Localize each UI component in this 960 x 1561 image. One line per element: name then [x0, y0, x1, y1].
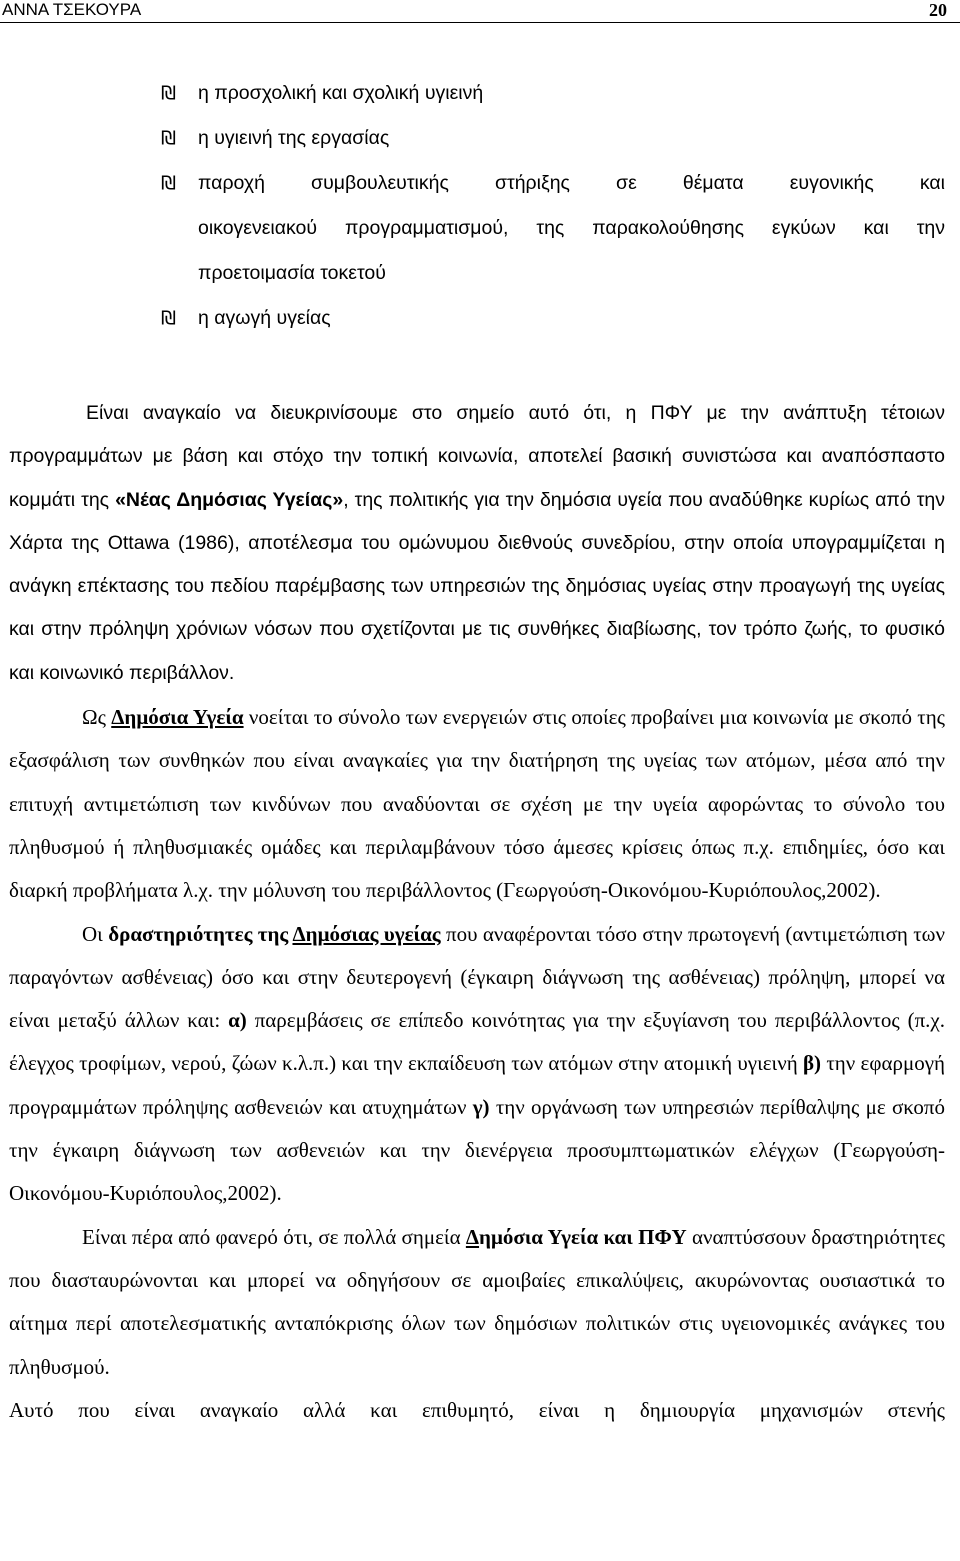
shekel-bullet-icon: ₪: [161, 82, 176, 104]
bold-term: δραστηριότητες της: [108, 921, 293, 946]
bold-term: ημόσια Υγεία και ΠΦΥ: [479, 1224, 687, 1249]
list-item-text: η αγωγή υγείας: [198, 307, 331, 329]
list-item: [161, 116, 945, 161]
list-item-continuation: [161, 206, 945, 251]
page-header: [0, 0, 960, 23]
paragraph-final: Αυτό που είναι αναγκαίο αλλά και επιθυμητό, είναι η δημιουργία μηχανισμών στενής: [9, 1397, 945, 1422]
bold-term: Δ: [465, 1224, 480, 1249]
shekel-bullet-icon: ₪: [161, 307, 176, 329]
bold-term: Δημόσιας υγείας: [292, 921, 441, 946]
list-item-text: οικογενειακού προγραμματισμού, της παρακολούθησης εγκύων και την: [198, 217, 945, 239]
shekel-bullet-icon: ₪: [161, 127, 176, 149]
list-item-text: προετοιμασία τοκετού: [198, 262, 386, 284]
enum-marker: γ): [472, 1094, 490, 1119]
list-item-text: η προσχολική και σχολική υγιεινή: [198, 82, 484, 104]
enum-marker: β): [802, 1051, 822, 1076]
list-item-continuation: [161, 251, 945, 296]
paragraph-pfy: Είναι αναγκαίο να διευκρινίσουμε στο σημείο αυτό ότι, η ΠΦΥ με την ανάπτυξη τέτοιων προγραμμάτων με βάση και στόχο την τοπική κοινωνία, αποτελεί βασική συνιστώσα και αναπόσπαστο κομμάτι της «Νέας Δημόσιας Υγείας», της πολιτικής για την δημόσια υγεία που αναδύθηκε κυρίως από την Χάρτα της Ottawa (1986), αποτέλεσμα του ομώνυμου διεθνούς συνεδρίου, στην οποία υπογραμμίζεται η ανάγκη επέκτασης του πεδίου παρέμβασης των υπηρεσιών της δημόσιας υγείας στην προαγωγή της υγείας και στην πρόληψη χρόνιων νόσων που σχετίζονται με τις συνθήκες διαβίωσης, τον τρόπο ζωής, το φυσικό και κοινωνικό περιβάλλον.: [9, 402, 946, 684]
paragraph-public-health-definition: Ως Δημόσια Υγεία νοείται το σύνολο των ενεργειών στις οποίες προβαίνει μια κοινωνία με σκοπό της εξασφάλιση των συνθηκών που είναι αναγκαίες για την διατήρηση της υγείας των ατόμων, μέσα από την επιτυχή αντιμετώπιση των κινδύνων που αναδύονται σε σχέση με την υγεία αφορώντας το σύνολο του πληθυσμού ή πληθυσμιακές ομάδες και περιλαμβάνουν τόσο άμεσες κρίσεις όπως π.χ. επιδημίες, όσο και διαρκή προβλήματα λ.χ. την μόλυνση του περιβάλλοντος (Γεωργούση-Οικονόμου-Κυριόπουλος,2002).: [9, 705, 945, 903]
bold-term: «Νέας Δημόσιας Υγείας»: [115, 488, 344, 511]
paragraph-activities: Οι δραστηριότητες της Δημόσιας υγείας που αναφέρονται τόσο στην πρωτογενή (αντιμετώπιση των παραγόντων ασθένειας) όσο και στην δευτερογενή (έγκαιρη διάγνωση της ασθένειας) πρόληψη, μπορεί να είναι μεταξύ άλλων και: α) παρεμβάσεις σε επίπεδο κοινότητας για την εξυγίανση του περιβάλλοντος (π.χ. έλεγχος τροφίμων, νερού, ζώων κ.λ.π.) και την εκπαίδευση των ατόμων στην ατομική υγιεινή β) την εφαρμογή προγραμμάτων πρόληψης ασθενειών και ατυχημάτων γ) την οργάνωση των υπηρεσιών περίθαλψης με σκοπό την έγκαιρη διάγνωση των ασθενειών και την διενέργεια προσυμπτωματικών ελέγχων (Γεωργούση-Οικονόμου-Κυριόπουλος,2002).: [9, 921, 946, 1206]
shekel-bullet-icon: ₪: [161, 172, 176, 194]
paragraph-overlap: Είναι πέρα από φανερό ότι, σε πολλά σημεία Δημόσια Υγεία και ΠΦΥ αναπτύσσουν δραστηριότητες που διασταυρώνονται και μπορεί να οδηγήσουν σε αμοιβαίες επικαλύψεις, ακυρώνοντας ουσιαστικά το αίτημα περί αποτελεσματικής ανταπόκρισης όλων των δημόσιων πολιτικών στις υγειονομικές ανάγκες του πληθυσμού.: [9, 1224, 946, 1379]
page-number: 20: [929, 0, 947, 20]
bold-term: Δημόσια Υγεία: [111, 705, 244, 730]
list-item: [161, 161, 945, 206]
list-item-text: η υγιεινή της εργασίας: [198, 127, 390, 149]
document-body: [9, 71, 945, 1432]
bullet-list: [161, 71, 945, 341]
header-author: ΑΝΝΑ ΤΣΕΚΟΥΡΑ: [2, 0, 142, 19]
list-item: [161, 71, 945, 116]
list-item-text: παροχή συμβουλευτικής στήριξης σε θέματα ευγονικής και: [198, 172, 945, 194]
enum-marker: α): [228, 1008, 247, 1033]
list-item: [161, 296, 945, 341]
